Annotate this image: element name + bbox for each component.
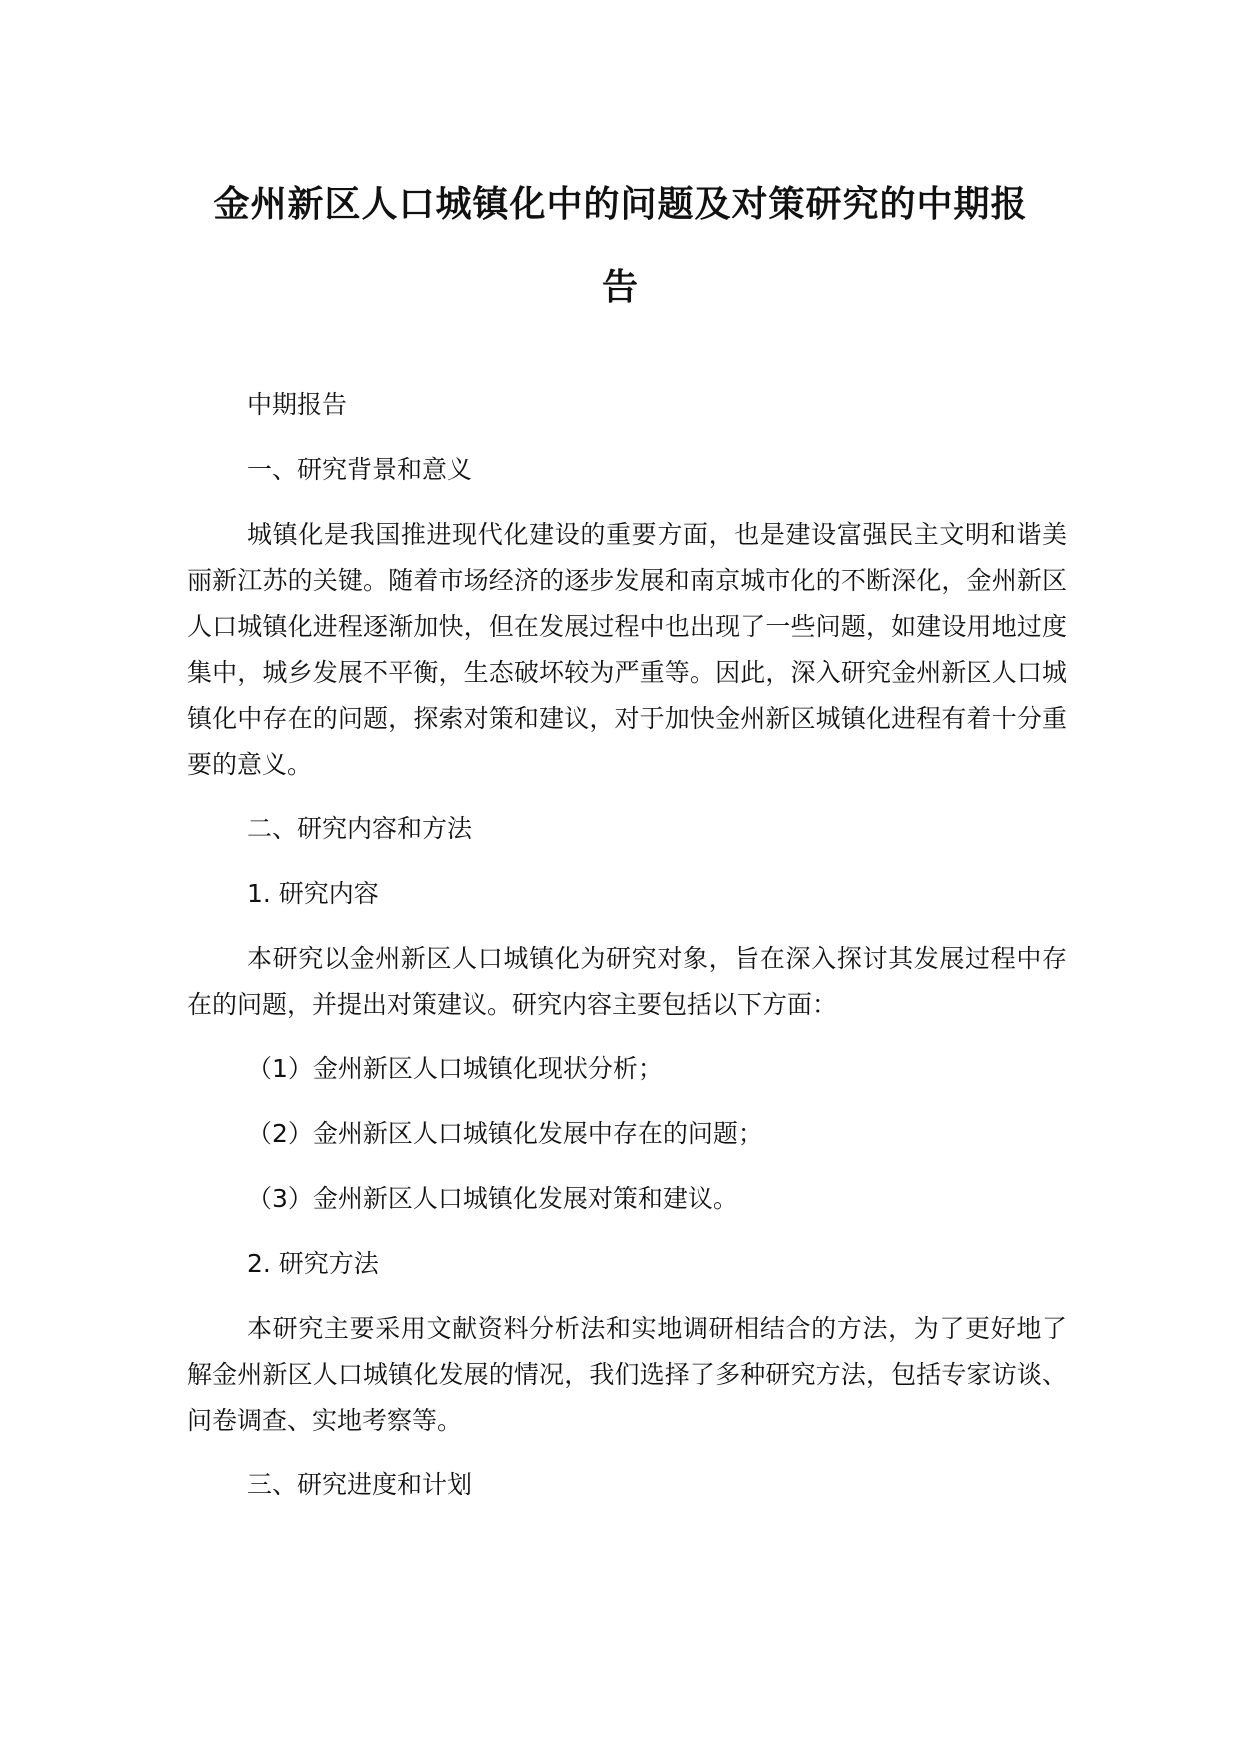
section2-heading: 二、研究内容和方法: [247, 814, 473, 843]
document-title-line2: 告: [601, 267, 639, 308]
report-label: 中期报告: [247, 390, 348, 419]
section1-paragraph: 城镇化是我国推进现代化建设的重要方面，也是建设富强民主文明和谐美丽新江苏的关键。随着市场经济的逐步发展和南京城市化的不断深化，金州新区人口城镇化进程逐渐加快，但在发展过程中也出现了一些问题，如建设用地过度集中，城乡发展不平衡，生态破坏较为严重等。因此，深入研究金州新区人口城镇化中存在的问题，探索对策和建议，对于加快金州新区城镇化进程有着十分重要的意义。: [187, 520, 1067, 779]
section2-sub2-heading: 2. 研究方法: [247, 1249, 379, 1278]
section2-sub1-paragraph: 本研究以金州新区人口城镇化为研究对象，旨在深入探讨其发展过程中存在的问题，并提出对策建议。研究内容主要包括以下方面：: [187, 944, 1067, 1019]
section2-sub1-heading: 1. 研究内容: [247, 879, 379, 908]
list-item: （3）金州新区人口城镇化发展对策和建议。: [247, 1184, 738, 1213]
list-item: （2）金州新区人口城镇化发展中存在的问题；: [247, 1119, 763, 1148]
document-body: [187, 382, 1067, 1527]
section2-sub2-paragraph: 本研究主要采用文献资料分析法和实地调研相结合的方法，为了更好地了解金州新区人口城镇化发展的情况，我们选择了多种研究方法，包括专家访谈、问卷调查、实地考察等。: [187, 1314, 1067, 1435]
section1-heading: 一、研究背景和意义: [247, 455, 473, 484]
section3-heading: 三、研究进度和计划: [247, 1470, 473, 1499]
document-title-line1: 金州新区人口城镇化中的问题及对策研究的中期报: [213, 184, 1028, 225]
list-item: （1）金州新区人口城镇化现状分析；: [247, 1054, 663, 1083]
